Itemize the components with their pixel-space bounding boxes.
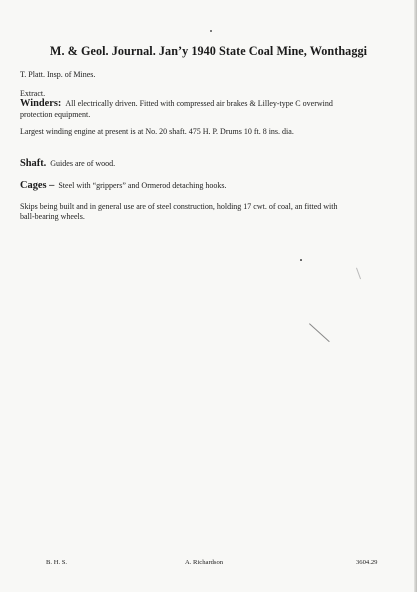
extract-label: Extract. [20, 89, 46, 98]
footer-right: 3604.29 [356, 559, 378, 566]
cages-heading: Cages – [20, 180, 55, 191]
winders-text: All electrically driven. Fitted with compressed air brakes & Lilley-type C overwind [65, 99, 333, 108]
winders-heading: Winders: [20, 98, 62, 109]
cages-paragraph [20, 180, 390, 192]
footer-center: A. Richardson [185, 559, 224, 566]
pencil-mark [309, 323, 330, 342]
skips-line-2: ball-bearing wheels. [20, 212, 85, 221]
skips-line-1: Skips being built and in general use are of steel construction, holding 17 cwt. of coal, an fitted with [20, 202, 338, 211]
author-line: T. Platt. Insp. of Mines. [20, 70, 96, 79]
pencil-mark [356, 268, 361, 280]
shaft-paragraph [20, 158, 390, 170]
document-title: M. & Geol. Journal. Jan’y 1940 State Coal Mine, Wonthaggi [49, 44, 368, 58]
cages-text: Steel with “grippers” and Ormerod detaching hooks. [58, 181, 227, 190]
footer-left: B. H. S. [46, 559, 68, 566]
scan-speck [300, 259, 302, 261]
shaft-heading: Shaft. [20, 158, 47, 169]
winders-paragraph [20, 98, 390, 110]
shaft-text: Guides are of wood. [50, 159, 116, 168]
scan-speck [210, 30, 212, 32]
winders-continuation: protection equipment. [20, 110, 91, 119]
largest-engine-text: Largest winding engine at present is at No. 20 shaft. 475 H. P. Drums 10 ft. 8 ins. dia. [20, 127, 294, 136]
